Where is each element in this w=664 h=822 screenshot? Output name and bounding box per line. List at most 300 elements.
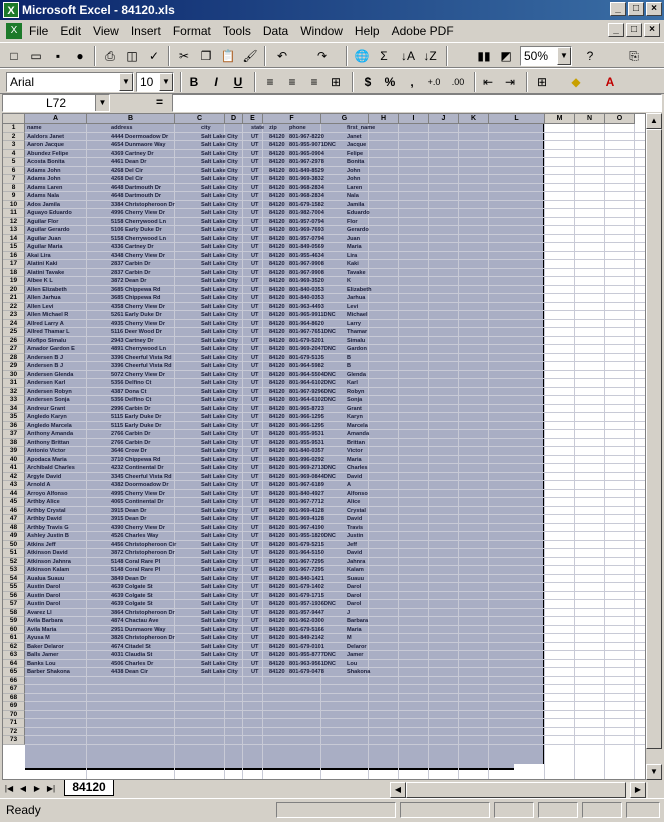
cell[interactable]: Sonja [347,397,363,403]
column-header-h[interactable]: H [369,114,399,124]
cell[interactable]: Salt Lake City [201,167,238,174]
cell[interactable]: UT [251,584,259,590]
cell[interactable]: Jarhua [347,295,366,301]
save-icon[interactable]: ▪ [55,49,61,63]
cell[interactable]: 84120 [269,626,285,633]
cell[interactable]: Delaror [347,643,367,650]
cell[interactable]: Salt Lake City [201,618,238,624]
cell[interactable]: name [27,125,42,131]
cell[interactable]: 84120 [269,176,285,182]
cell[interactable]: Atkins Jeff [27,541,56,548]
cell[interactable]: Baker Delaror [27,643,64,650]
underline-button[interactable]: U [233,75,243,89]
cell[interactable]: 84120 [269,354,285,361]
workbook-restore-button[interactable]: □ [626,23,642,37]
chevron-down-icon[interactable]: ▼ [95,95,109,111]
cell[interactable]: 3864 Christopheroon Dr [111,609,175,616]
cell[interactable]: UT [251,176,259,182]
cell[interactable]: 801-955-9071DNC [289,142,336,148]
cell[interactable]: UT [251,465,259,471]
row-header[interactable]: 72 [3,728,25,737]
cell[interactable]: Salt Lake City [201,439,238,446]
cell[interactable]: 3915 Dean Dr [111,516,147,522]
cell[interactable]: Andreur Grant [27,405,66,412]
cell[interactable]: UT [251,184,259,191]
cell[interactable]: 84120 [269,252,285,259]
row-header[interactable]: 65 [3,668,25,677]
cell[interactable]: 84120 [269,380,285,386]
cell[interactable]: UT [251,609,259,616]
cell[interactable]: Salt Lake City [201,159,238,165]
cell[interactable]: 84120 [269,320,285,327]
menu-insert[interactable]: Insert [130,24,161,38]
cell[interactable]: Angledo Marcela [27,422,72,429]
cell[interactable]: UT [251,320,259,327]
row-header[interactable]: 53 [3,566,25,575]
row-header[interactable]: 51 [3,549,25,558]
cell[interactable]: Salt Lake City [201,193,238,199]
cell[interactable]: Arthby Alice [27,499,60,505]
cell[interactable]: Salt Lake City [201,652,238,658]
menu-window[interactable]: Window [300,24,343,38]
horizontal-scrollbar[interactable] [390,782,648,798]
cell[interactable]: 3849 Dean Dr [111,575,147,582]
row-header[interactable]: 17 [3,260,25,269]
redo-icon[interactable]: ↷ [316,49,328,63]
cell[interactable]: UT [251,490,259,497]
cell[interactable]: Michael [347,312,368,318]
hyperlink-icon[interactable]: 🌐 [354,49,370,63]
row-header[interactable]: 7 [3,175,25,184]
cell[interactable]: 801-966-1295 [289,414,324,420]
cell[interactable]: Kalam [347,567,364,573]
cell[interactable]: Gardon [347,346,367,352]
cell[interactable]: 4031 Claudia St [111,652,153,658]
cell[interactable]: Atkinson David [27,550,68,556]
cell[interactable]: Salt Lake City [201,380,238,386]
cell[interactable]: UT [251,669,259,675]
cell[interactable]: 801-957-1936DNC [289,601,336,607]
cell[interactable]: Apodaca Maria [27,456,67,463]
cell[interactable]: UT [251,235,259,242]
cell[interactable]: state [251,125,265,131]
cell[interactable]: 84120 [269,533,285,539]
cell[interactable]: 84120 [269,133,285,140]
row-header[interactable]: 64 [3,660,25,669]
cell[interactable]: 801-679-5135 [289,354,324,361]
cell[interactable]: Elizabeth [347,286,372,293]
cell[interactable]: 801-840-0357 [289,448,324,454]
row-header[interactable]: 27 [3,345,25,354]
row-header[interactable]: 11 [3,209,25,218]
cell[interactable]: Salt Lake City [201,244,238,250]
cell[interactable]: 4438 Dean Cir [111,669,149,675]
cell[interactable]: Felipe [347,150,364,157]
cell[interactable]: UT [251,541,259,548]
cell[interactable]: UT [251,414,259,420]
cell[interactable]: 84120 [269,431,285,437]
cell[interactable]: Avarez Ll [27,609,52,616]
cell[interactable]: UT [251,388,259,395]
cell[interactable]: UT [251,405,259,412]
cell[interactable]: 4232 Continental Dr [111,465,164,471]
cell[interactable]: UT [251,167,259,174]
sheet-tab-84120[interactable]: 84120 [64,780,114,796]
cell[interactable]: Salt Lake City [201,448,238,454]
vertical-scroll-thumb[interactable] [646,129,662,749]
cell[interactable]: 801-840-1421 [289,575,324,582]
cell[interactable]: Barber Shakona [27,669,70,675]
cell[interactable]: Salt Lake City [201,261,238,267]
cell[interactable]: 801-967-9908 [289,269,324,276]
cell[interactable]: 2943 Cartney Dr [111,337,154,344]
italic-button[interactable]: I [214,75,218,89]
cell[interactable]: UT [251,575,259,582]
autosum-icon[interactable]: Σ [380,49,388,63]
cell[interactable]: Salt Lake City [201,371,238,378]
cell[interactable]: UT [251,210,259,216]
cell[interactable]: 801-840-4927 [289,490,324,497]
cell[interactable]: Salt Lake City [201,567,238,573]
cell[interactable]: Larry [347,320,361,327]
cell[interactable]: UT [251,422,259,429]
cell[interactable]: UT [251,193,259,199]
cell[interactable]: Salt Lake City [201,660,238,667]
cell[interactable]: 84120 [269,210,285,216]
cell[interactable]: Andersen Karl [27,380,66,386]
active-cell-l72[interactable] [514,764,544,770]
cell[interactable]: UT [251,592,259,599]
cell[interactable]: 84120 [269,201,285,208]
cell[interactable]: 801-967-4190 [289,524,324,531]
cell[interactable]: Austin Darol [27,584,61,590]
cell[interactable]: 801-964-5982 [289,363,324,369]
cell[interactable]: Salt Lake City [201,592,238,599]
row-header[interactable]: 18 [3,269,25,278]
cell[interactable]: 84120 [269,167,285,174]
cell[interactable]: 84120 [269,558,285,565]
cell[interactable]: UT [251,363,259,369]
cell[interactable]: Salt Lake City [201,337,238,344]
cell[interactable]: Glenda [347,371,366,378]
cell[interactable]: 4891 Cherrywood Ln [111,346,167,352]
cell[interactable]: UT [251,227,259,233]
menu-file[interactable]: File [29,24,49,38]
vertical-scrollbar[interactable] [646,113,662,780]
cell[interactable]: 84120 [269,652,285,658]
cell[interactable]: 801-967-7295 [289,567,324,573]
cell[interactable]: 4382 Doormoadow Dr [111,482,169,488]
cell[interactable]: 801-679-1402 [289,584,324,590]
cell[interactable]: 801-849-8529 [289,167,324,174]
row-header[interactable]: 45 [3,498,25,507]
cell[interactable]: Acosta Bonita [27,159,65,165]
maximize-button[interactable]: □ [628,2,644,16]
cell[interactable]: Salt Lake City [201,541,238,548]
row-header[interactable]: 33 [3,396,25,405]
cell[interactable]: 5115 Early Duke Dr [111,422,162,429]
row-header[interactable]: 22 [3,303,25,312]
row-header[interactable]: 58 [3,609,25,618]
cell[interactable]: Amanda [347,431,370,437]
cell[interactable]: UT [251,295,259,301]
cell[interactable]: 2766 Carbin Dr [111,431,151,437]
cell[interactable]: 4654 Dunmaore Way [111,142,166,148]
bold-button[interactable]: B [189,75,199,89]
row-header[interactable]: 14 [3,235,25,244]
cell[interactable]: Bonita [347,159,365,165]
cell[interactable]: 84120 [269,278,285,284]
cell[interactable]: Arnold A [27,482,51,488]
cell[interactable]: 5148 Coral Rare Pl [111,567,161,573]
worksheet-grid[interactable] [2,113,646,780]
cell[interactable]: Jamer [347,652,364,658]
column-header-l[interactable]: L [489,114,545,124]
name-box[interactable] [2,94,110,112]
cell[interactable]: Austin Darol [27,601,61,607]
cell[interactable]: 801-963-4493 [289,303,324,310]
row-header[interactable]: 24 [3,320,25,329]
increase-decimal-button[interactable]: +.0 [427,77,441,87]
cell[interactable]: UT [251,635,259,641]
cell[interactable]: Salt Lake City [201,354,238,361]
cell[interactable]: Salt Lake City [201,575,238,582]
menu-edit[interactable]: Edit [60,24,82,38]
cell[interactable]: UT [251,329,259,335]
cell[interactable]: 801-968-2834 [289,184,324,191]
cell[interactable]: 4639 Colgate St [111,584,153,590]
cell[interactable]: 5158 Cherrywood Ln [111,218,167,225]
cell[interactable]: Aguilar Gerardo [27,227,70,233]
row-header[interactable]: 50 [3,541,25,550]
cell[interactable]: 2996 Carbin Dr [111,405,151,412]
cell[interactable]: 84120 [269,397,285,403]
cell[interactable]: UT [251,524,259,531]
last-sheet-icon[interactable]: ▶| [46,784,56,793]
cell[interactable]: Salt Lake City [201,252,238,259]
row-header[interactable]: 70 [3,711,25,720]
row-header[interactable]: 21 [3,294,25,303]
row-header[interactable]: 61 [3,634,25,643]
cell[interactable]: 801-969-4128 [289,516,324,522]
cell[interactable]: John [347,167,361,174]
cell[interactable]: 801-955-1820DNC [289,533,336,539]
cell[interactable]: 84120 [269,516,285,522]
column-header-k[interactable]: K [459,114,489,124]
close-button[interactable]: × [646,2,662,16]
cell[interactable]: 801-840-0353 [289,286,324,293]
cell[interactable]: Ayusa M [27,635,50,641]
cell[interactable]: 5158 Cherrywood Ln [111,235,167,242]
cell[interactable]: Salt Lake City [201,669,238,675]
cell[interactable]: UT [251,278,259,284]
column-header-d[interactable]: D [225,114,243,124]
cell[interactable]: 801-679-0478 [289,669,324,675]
cell[interactable]: Allred Thamar L [27,329,70,335]
cell[interactable]: 84120 [269,439,285,446]
row-header[interactable]: 15 [3,243,25,252]
scroll-right-icon[interactable]: ▶ [630,782,646,798]
row-header[interactable]: 8 [3,184,25,193]
row-header[interactable]: 42 [3,473,25,482]
cell[interactable]: 84120 [269,295,285,301]
copy-icon[interactable]: ❐ [200,49,212,63]
menu-tools[interactable]: Tools [222,24,251,38]
cell[interactable]: Salt Lake City [201,218,238,225]
row-header[interactable]: 44 [3,490,25,499]
cell[interactable]: Avila Maria [27,626,57,633]
cell[interactable]: Aguilar Juan [27,235,61,242]
cell[interactable]: 5356 Delfino Ct [111,397,152,403]
cell[interactable]: 801-969-2047DNC [289,346,336,352]
cell[interactable]: Barbara [347,618,369,624]
cell[interactable]: Eduardo [347,210,370,216]
cell[interactable]: Archibald Charles [27,465,75,471]
decrease-indent-icon[interactable]: ⇤ [482,75,494,89]
cell[interactable]: 4461 Dean Dr [111,159,147,165]
cell[interactable]: UT [251,159,259,165]
cell[interactable]: Charles [347,465,368,471]
cell[interactable]: Salt Lake City [201,201,238,208]
cell[interactable]: 801-679-5201 [289,337,324,344]
cell[interactable]: 801-966-1295 [289,422,324,429]
cell[interactable]: 84120 [269,669,285,675]
cell[interactable]: zip [269,125,277,131]
cell[interactable]: 4387 Dona Ct [111,388,147,395]
column-header-o[interactable]: O [605,114,635,124]
sort-descending-icon[interactable]: ↓Z [423,49,437,63]
cell[interactable]: 801-965-9911DNC [289,312,336,318]
cell[interactable]: Allen Michael R [27,312,69,318]
cell[interactable]: 3345 Cheerful Vista Rd [111,473,172,480]
cell[interactable]: UT [251,312,259,318]
cell[interactable]: Juan [347,235,361,242]
cell[interactable]: 801-955-4634 [289,252,324,259]
chevron-down-icon[interactable]: ▼ [557,47,571,65]
cell[interactable]: UT [251,354,259,361]
cell[interactable]: UT [251,380,259,386]
cell[interactable]: 5148 Coral Rare Pl [111,558,161,565]
cell[interactable]: UT [251,499,259,505]
cell[interactable]: Grant [347,405,362,412]
cell[interactable]: 801-967-9296DNC [289,388,336,395]
cell[interactable]: UT [251,261,259,267]
row-header[interactable]: 25 [3,328,25,337]
align-left-icon[interactable]: ≡ [266,75,274,89]
cell[interactable]: Darol [347,601,362,607]
row-header[interactable]: 10 [3,201,25,210]
cell[interactable]: Salt Lake City [201,456,238,463]
cell[interactable]: 5106 Early Duke Dr [111,227,162,233]
cell[interactable]: 801-969-0844DNC [289,473,336,480]
cell[interactable]: UT [251,516,259,522]
cell[interactable]: Darol [347,592,362,599]
cell[interactable]: 5116 Deer Wood Dr [111,329,162,335]
cell[interactable]: Salt Lake City [201,320,238,327]
cell[interactable]: 4358 Cherry View Dr [111,303,166,310]
cell[interactable]: 3685 Chippewa Rd [111,286,161,293]
cell[interactable]: 801-996-0292 [289,456,324,463]
cell[interactable]: 801-957-9447 [289,609,324,616]
cell[interactable]: 4268 Del Cir [111,167,144,174]
cell[interactable]: Alfonso [347,490,368,497]
menu-view[interactable]: View [93,24,119,38]
cell[interactable]: 84120 [269,550,285,556]
cell[interactable]: Salt Lake City [201,150,238,157]
row-header[interactable]: 49 [3,532,25,541]
help-icon[interactable]: ? [586,49,594,63]
cell[interactable]: 801-967-8220 [289,133,324,140]
cell[interactable]: Salt Lake City [201,142,238,148]
cell[interactable]: David [347,516,363,522]
cell[interactable]: city [201,125,211,131]
cell[interactable]: 84120 [269,269,285,276]
cell[interactable]: Salt Lake City [201,303,238,310]
row-header[interactable]: 2 [3,133,25,142]
cell[interactable]: Maria [347,456,362,463]
cell[interactable]: Alatini Tavake [27,269,65,276]
cell[interactable]: address [111,125,133,131]
cell[interactable]: Salt Lake City [201,558,238,565]
zoom-combo[interactable] [520,46,572,66]
cell[interactable]: Salt Lake City [201,397,238,403]
row-header[interactable]: 73 [3,736,25,745]
cell[interactable]: Lira [347,252,358,259]
row-header[interactable]: 63 [3,651,25,660]
cell[interactable]: Aaron Jacque [27,142,64,148]
row-header[interactable]: 43 [3,481,25,490]
row-header[interactable]: 66 [3,677,25,686]
adobe-pdf-icon[interactable]: ⎘ [629,49,639,63]
cell[interactable]: UT [251,626,259,633]
cell[interactable]: Salt Lake City [201,524,238,531]
cell[interactable]: 4336 Cartney Dr [111,244,154,250]
row-header[interactable]: 67 [3,685,25,694]
cell[interactable]: Arroyo Alfonso [27,490,68,497]
format-painter-icon[interactable]: 🖌 [242,49,258,63]
column-header-n[interactable]: N [575,114,605,124]
cell[interactable]: Salt Lake City [201,643,238,650]
cell[interactable]: 84120 [269,261,285,267]
cell[interactable]: 801-967-7712 [289,499,324,505]
currency-button[interactable]: $ [364,75,372,89]
row-header[interactable]: 3 [3,141,25,150]
cell[interactable]: Thamar [347,329,368,335]
cell[interactable]: 84120 [269,635,285,641]
cell[interactable]: 801-849-2142 [289,635,324,641]
cell[interactable]: 801-965-8723 [289,405,324,412]
cell[interactable]: Salt Lake City [201,133,238,140]
cell[interactable]: Salt Lake City [201,550,238,556]
row-header[interactable]: 9 [3,192,25,201]
cell[interactable]: Maria [347,626,362,633]
cell[interactable]: 801-679-1582 [289,201,324,208]
cell[interactable]: Crystal [347,507,366,514]
cell[interactable]: 3396 Cheerful Vista Rd [111,354,172,361]
cell[interactable]: Adams John [27,176,61,182]
cell[interactable]: 801-963-9561DNC [289,660,336,667]
font-color-icon[interactable]: A [605,75,615,89]
cell[interactable]: 4935 Cherry View Dr [111,320,166,327]
cell[interactable]: Victor [347,448,363,454]
excel-app-icon[interactable]: X [3,2,19,18]
row-header[interactable]: 38 [3,439,25,448]
row-header[interactable]: 19 [3,277,25,286]
cell[interactable]: Salt Lake City [201,184,238,191]
cell[interactable]: Albee K L [27,278,53,284]
cell[interactable]: Salt Lake City [201,414,238,420]
cell[interactable]: 84120 [269,346,285,352]
